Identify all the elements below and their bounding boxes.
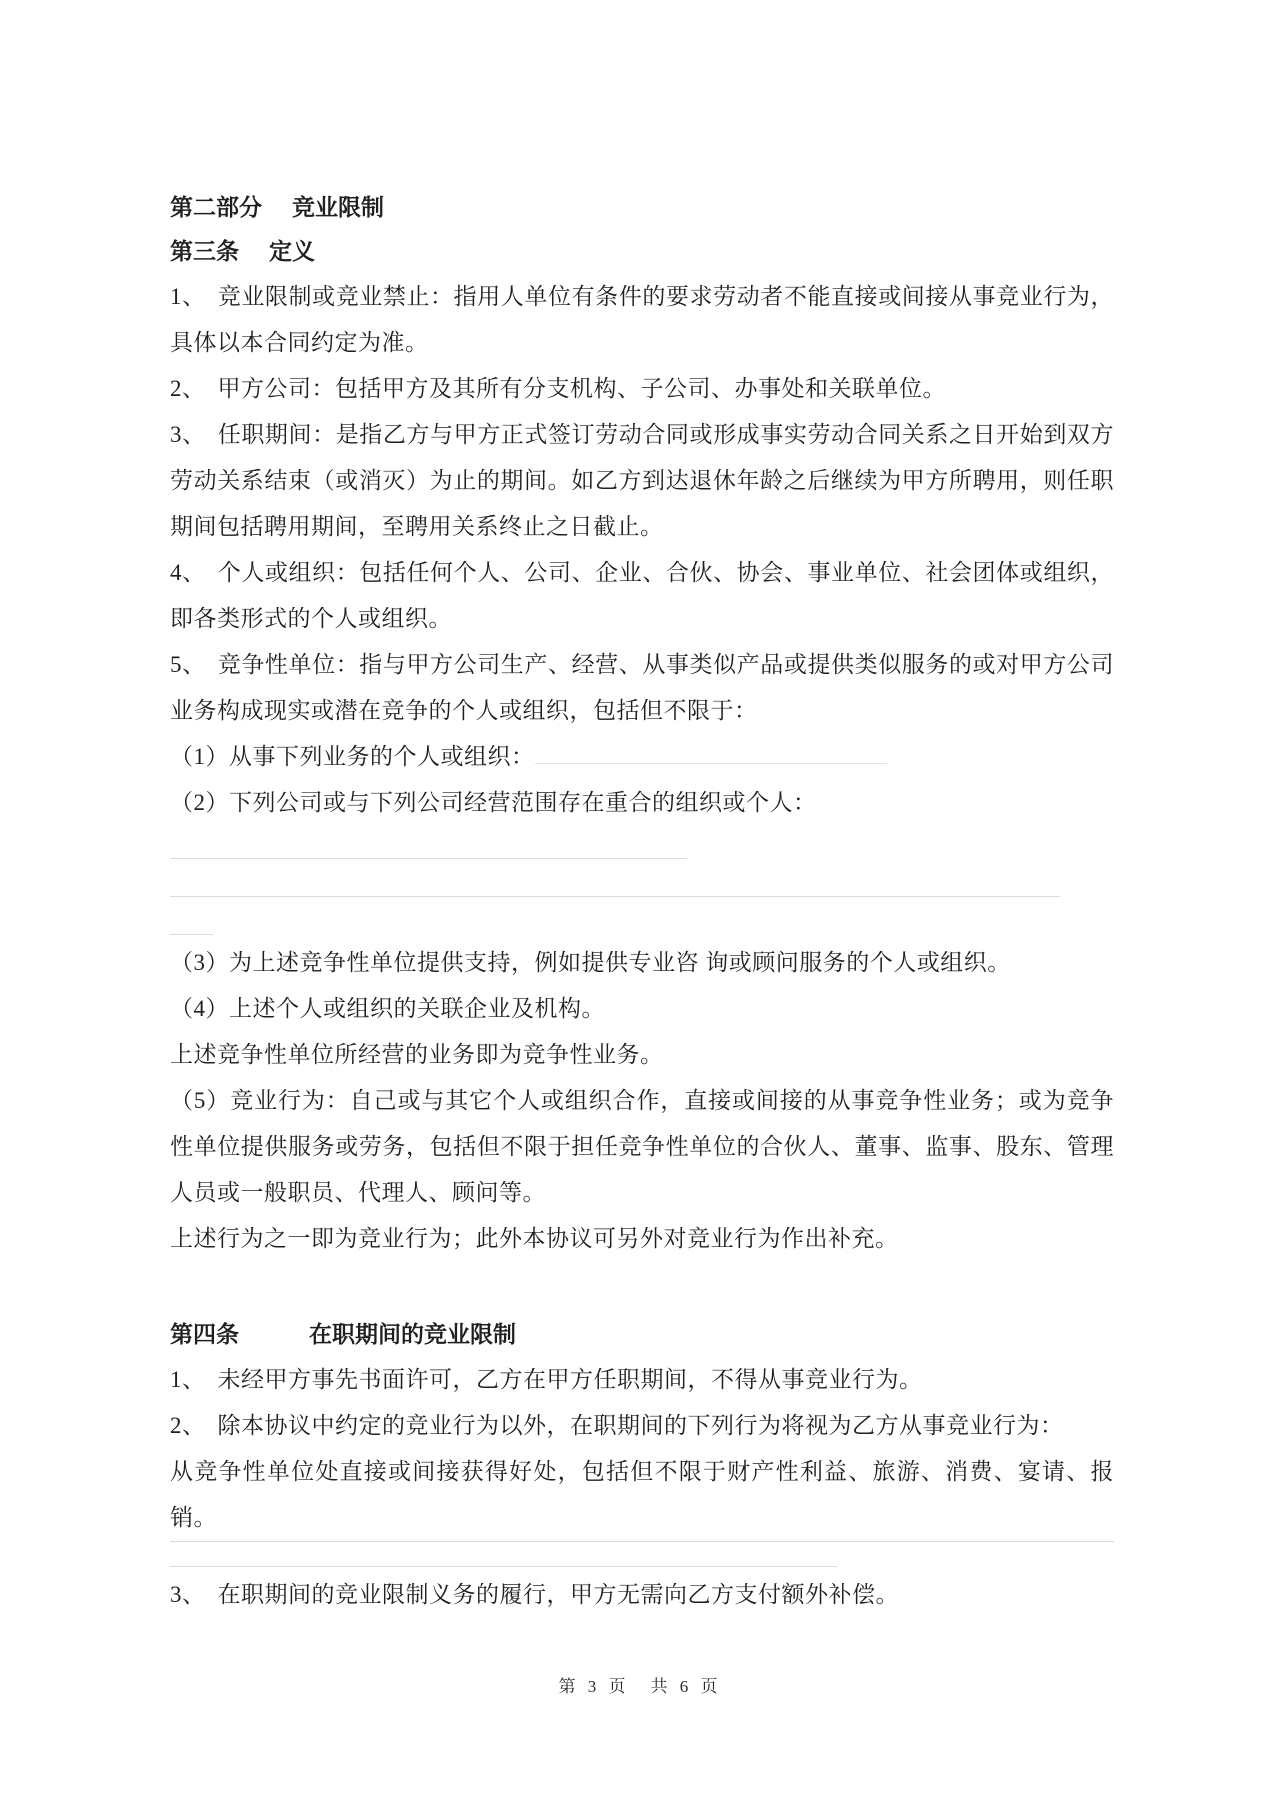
fill-in-blank-row-4 xyxy=(170,1542,1114,1572)
blank-underline xyxy=(170,934,213,935)
definition-sub-item-5: （5）竞业行为：自己或与其它个人或组织合作，直接或间接的从事竞争性业务；或为竞争性单位提供服务或劳务，包括但不限于担任竞争性单位的合伙人、董事、监事、股东、管理人员或一般职员、代理人、顾问等。 xyxy=(170,1088,1114,1205)
definition-item-3: 3、 任职期间：是指乙方与甲方正式签订劳动合同或形成事实劳动合同关系之日开始到双方劳动关系结束（或消灭）为止的期间。如乙方到达退休年龄之后继续为甲方所聘用，则任职期间包括聘用期间，至聘用关系终止之日截止。 xyxy=(170,422,1114,539)
definition-item-1: 1、 竞业限制或竞业禁止：指用人单位有条件的要求劳动者不能直接或间接从事竞业行为，具体以本合同约定为准。 xyxy=(170,284,1114,355)
definition-item-4: 4、 个人或组织：包括任何个人、公司、企业、合伙、协会、事业单位、社会团体或组织，即各类形式的个人或组织。 xyxy=(170,560,1114,631)
definition-note-2: 上述行为之一即为竞业行为；此外本协议可另外对竞业行为作出补充。 xyxy=(170,1226,899,1251)
definition-sub-item-3: （3）为上述竞争性单位提供支持，例如提供专业咨 询或顾问服务的个人或组织。 xyxy=(170,950,1011,975)
article4-item-2: 2、 除本协议中约定的竞业行为以外，在职期间的下列行为将视为乙方从事竞业行为： xyxy=(170,1413,1064,1438)
page-footer: 第 3 页 共 6 页 xyxy=(558,1677,722,1696)
article3-title: 定义 xyxy=(269,239,315,264)
article3-label: 第三条 xyxy=(170,239,239,264)
article4-title: 在职期间的竞业限制 xyxy=(309,1322,516,1347)
article4-item-2-underlined-line: 从竞争性单位处直接或间接获得好处，包括但不限于财产性利益、旅游、消费、宴请、报销。 xyxy=(170,1449,1114,1542)
fill-in-blank-row-1 xyxy=(170,826,1114,864)
blank-underline xyxy=(170,858,687,859)
definition-sub-item-1 xyxy=(170,734,1114,780)
fill-in-blank-row-3 xyxy=(170,902,1114,940)
fill-in-blank-row-2 xyxy=(170,864,1114,902)
blank-underline xyxy=(170,1566,837,1567)
definition-item-5: 5、 竞争性单位：指与甲方公司生产、经营、从事类似产品或提供类似服务的或对甲方公司业务构成现实或潜在竞争的个人或组织，包括但不限于： xyxy=(170,652,1114,723)
definition-sub-item-2: （2）下列公司或与下列公司经营范围存在重合的组织或个人： xyxy=(170,790,817,815)
part-heading xyxy=(170,186,1114,230)
page-content xyxy=(170,186,1114,1618)
fill-in-blank-inline xyxy=(535,748,887,764)
article4-item-3: 3、 在职期间的竞业限制义务的履行，甲方无需向乙方支付额外补偿。 xyxy=(170,1582,899,1607)
blank-underline xyxy=(170,896,1060,897)
definition-sub-item-4: （4）上述个人或组织的关联企业及机构。 xyxy=(170,996,605,1021)
article4-item-1: 1、 未经甲方事先书面许可，乙方在甲方任职期间，不得从事竞业行为。 xyxy=(170,1367,923,1392)
definition-item-2: 2、 甲方公司：包括甲方及其所有分支机构、子公司、办事处和关联单位。 xyxy=(170,376,946,401)
article4-heading xyxy=(170,1313,1114,1357)
definition-note-1: 上述竞争性单位所经营的业务即为竞争性业务。 xyxy=(170,1042,664,1067)
sub-item-1-label: （1）从事下列业务的个人或组织： xyxy=(170,744,535,769)
part-title: 竞业限制 xyxy=(292,195,384,220)
article4-label: 第四条 xyxy=(170,1322,239,1347)
part-label: 第二部分 xyxy=(170,195,262,220)
article3-heading xyxy=(170,230,1114,274)
